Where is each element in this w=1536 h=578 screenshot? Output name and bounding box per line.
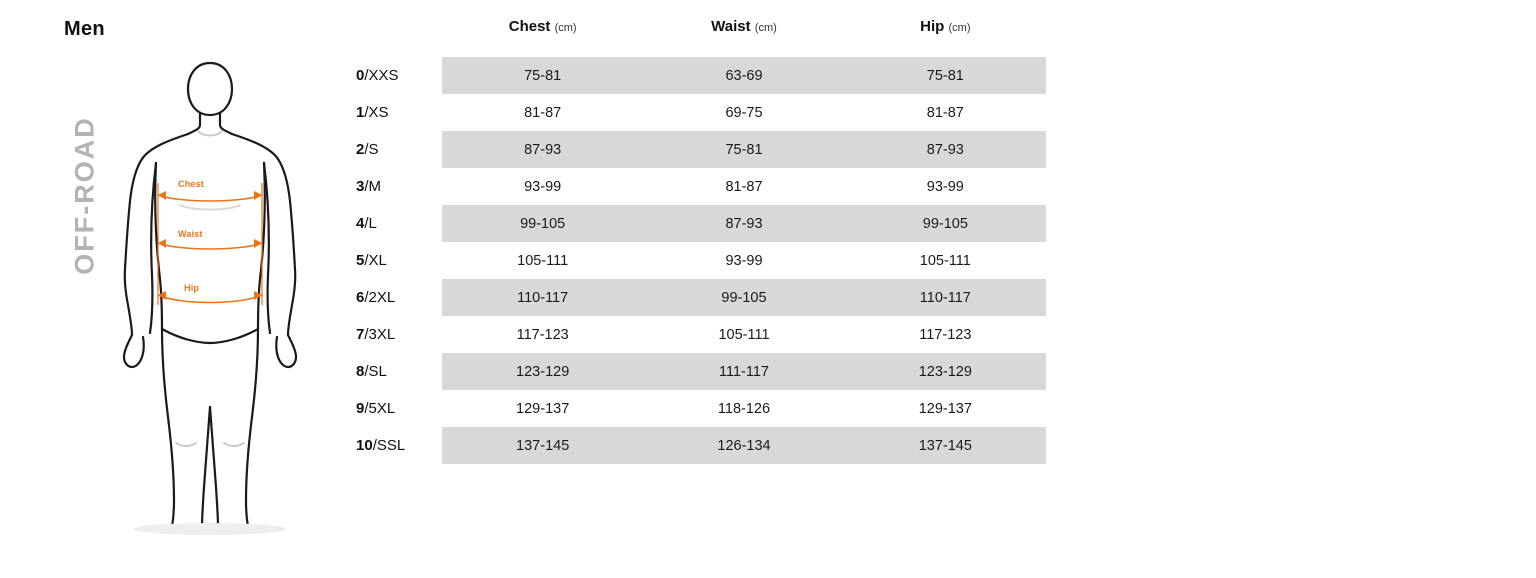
size-alpha: /M [364,178,382,195]
table-row [340,57,1046,94]
size-cell [340,94,442,131]
table-row [340,390,1046,427]
waist-value-cell: 75-81 [643,131,844,168]
size-cell [340,168,442,205]
waist-value-cell: 105-111 [643,316,844,353]
size-alpha: /XS [364,104,389,121]
size-alpha: /SL [364,363,387,380]
waist-value-cell: 69-75 [643,94,844,131]
size-number: 10 [356,437,373,454]
size-alpha: /XL [364,252,387,269]
size-alpha: /SSL [372,437,406,454]
chest-value-cell: 129-137 [442,390,643,427]
hip-value-cell: 105-111 [845,242,1046,279]
table-row [340,427,1046,464]
size-number: 2 [356,141,365,158]
chest-value-cell: 99-105 [442,205,643,242]
waist-value-cell: 99-105 [643,279,844,316]
size-number: 8 [356,363,365,380]
size-cell [340,316,442,353]
column-header-waist [643,18,844,57]
hip-value-cell: 137-145 [845,427,1046,464]
size-alpha: /L [364,215,377,232]
hip-measure-label: Hip [184,283,200,293]
hip-value-cell: 75-81 [845,57,1046,94]
chest-value-cell: 123-129 [442,353,643,390]
size-cell [340,57,442,94]
size-cell [340,279,442,316]
column-header-size [340,18,442,57]
size-number: 4 [356,215,365,232]
size-alpha: /2XL [364,289,396,306]
size-number: 0 [356,67,365,84]
chest-value-cell: 110-117 [442,279,643,316]
column-header-hip [845,18,1046,57]
hip-value-cell: 110-117 [845,279,1046,316]
size-number: 9 [356,400,365,417]
table-row [340,279,1046,316]
hip-value-cell: 123-129 [845,353,1046,390]
table-row [340,168,1046,205]
category-label: OFF-ROAD [69,116,100,275]
size-number: 5 [356,252,365,269]
waist-value-cell: 126-134 [643,427,844,464]
chest-header-unit: (cm) [554,22,577,34]
table-header-row [340,18,1046,57]
size-number: 1 [356,104,365,121]
chest-value-cell: 87-93 [442,131,643,168]
hip-header-label: Hip [920,18,945,35]
size-alpha: /3XL [364,326,396,343]
size-number: 6 [356,289,365,306]
hip-header-unit: (cm) [948,22,971,34]
table-row [340,131,1046,168]
table-row [340,94,1046,131]
waist-measure-label: Waist [178,229,203,239]
size-alpha: /XXS [364,67,399,84]
chest-value-cell: 75-81 [442,57,643,94]
waist-header-label: Waist [711,18,751,35]
waist-value-cell: 111-117 [643,353,844,390]
chest-value-cell: 137-145 [442,427,643,464]
page-title: Men [64,18,105,40]
table-row [340,205,1046,242]
table-row [340,242,1046,279]
chest-value-cell: 93-99 [442,168,643,205]
table-row [340,316,1046,353]
size-cell [340,205,442,242]
chest-header-label: Chest [508,18,551,35]
size-alpha: /S [364,141,379,158]
chest-measure-label: Chest [178,179,205,189]
waist-value-cell: 81-87 [643,168,844,205]
hip-value-cell: 129-137 [845,390,1046,427]
chest-value-cell: 81-87 [442,94,643,131]
chest-value-cell: 117-123 [442,316,643,353]
hip-value-cell: 99-105 [845,205,1046,242]
hip-value-cell: 93-99 [845,168,1046,205]
size-number: 7 [356,326,365,343]
size-cell [340,390,442,427]
size-alpha: /5XL [364,400,396,417]
waist-header-unit: (cm) [754,22,777,34]
body-figure [110,55,310,535]
size-cell [340,242,442,279]
waist-value-cell: 118-126 [643,390,844,427]
column-header-chest [442,18,643,57]
hip-value-cell: 87-93 [845,131,1046,168]
waist-value-cell: 93-99 [643,242,844,279]
chest-value-cell: 105-111 [442,242,643,279]
size-number: 3 [356,178,365,195]
waist-value-cell: 87-93 [643,205,844,242]
hip-value-cell: 117-123 [845,316,1046,353]
size-cell [340,427,442,464]
hip-value-cell: 81-87 [845,94,1046,131]
table-row [340,353,1046,390]
size-cell [340,131,442,168]
waist-value-cell: 63-69 [643,57,844,94]
size-cell [340,353,442,390]
size-table [340,18,1060,464]
